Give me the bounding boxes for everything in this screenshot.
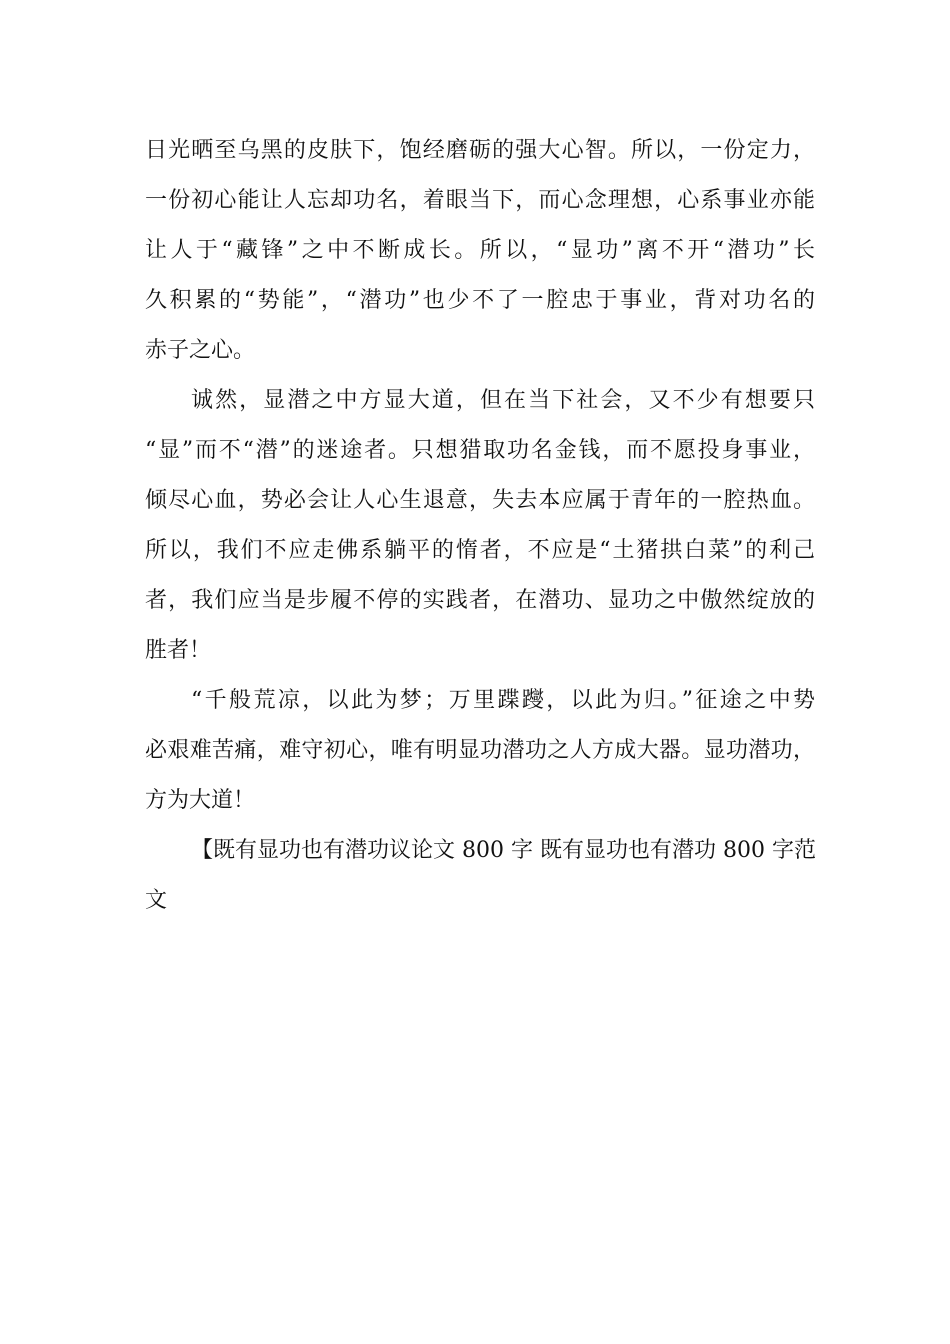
text-line: 赤子之心。 — [145, 338, 256, 363]
text-line: 让人于“藏锋”之中不断成长。所以，“显功”离不开“潜功”长 — [145, 238, 815, 263]
text-line: 者，我们应当是步履不停的实践者，在潜功、显功之中傲然绽放的 — [145, 588, 815, 613]
text-line: 久积累的“势能”，“潜功”也少不了一腔忠于事业，背对功名的 — [145, 288, 815, 313]
essay-body — [145, 126, 815, 926]
text-line: 必艰难苦痛，难守初心，唯有明显功潜功之人方成大器。显功潜功， — [145, 738, 815, 763]
text-line: 日光晒至乌黑的皮肤下，饱经磨砺的强大心智。所以，一份定力， — [145, 138, 815, 163]
text-line: 所以，我们不应走佛系躺平的惰者，不应是“土猪拱白菜”的利己 — [145, 538, 815, 563]
paragraph-start-line: 诚然，显潜之中方显大道，但在当下社会，又不少有想要只 — [191, 388, 815, 413]
title-reference-line: 【既有显功也有潜功议论文 800 字 既有显功也有潜功 800 字范 — [191, 838, 816, 863]
title-reference-line: 文 — [145, 888, 168, 913]
text-line: 胜者！ — [145, 638, 212, 663]
text-line: 方为大道！ — [145, 788, 256, 813]
text-line: 一份初心能让人忘却功名，着眼当下，而心念理想，心系事业亦能 — [145, 188, 815, 213]
text-line: “显”而不“潜”的迷途者。只想猎取功名金钱，而不愿投身事业， — [145, 438, 815, 463]
paragraph-start-line: “千般荒凉，以此为梦；万里蹀躞，以此为归。”征途之中势 — [191, 688, 815, 713]
text-line: 倾尽心血，势必会让人心生退意，失去本应属于青年的一腔热血。 — [145, 488, 815, 513]
